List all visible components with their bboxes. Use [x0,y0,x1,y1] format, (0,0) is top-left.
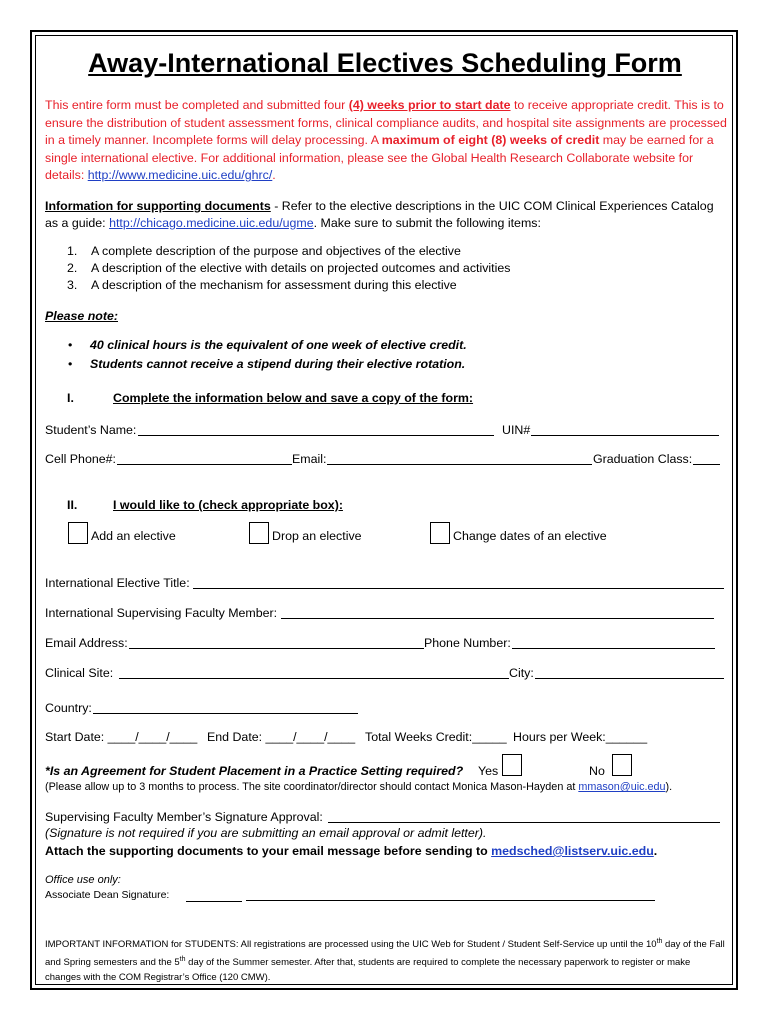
email-label: Email: [292,452,327,466]
associate-dean-label: Associate Dean Signature: [45,889,170,901]
city-label: City: [509,666,534,680]
graduation-class-label: Graduation Class: [593,452,693,466]
country-label: Country: [45,701,92,715]
office-use-label: Office use only: [45,874,121,886]
phone-number-field[interactable] [512,635,715,649]
elective-title-label: International Elective Title: [45,576,190,590]
form-title: Away-International Electives Scheduling Form [88,48,682,78]
total-weeks-field[interactable]: Total Weeks Credit:_____ [365,730,507,744]
please-note-heading: Please note: [45,309,118,323]
section-1-number: I. [67,391,74,405]
signature-note: (Signature is not required if you are submitting an email approval or admit letter). [45,826,487,840]
section-1-heading: Complete the information below and save a copy of the form: [113,391,474,405]
cell-phone-field[interactable] [117,451,292,465]
phone-number-label: Phone Number: [424,636,511,650]
hours-per-week-field[interactable]: Hours per Week:______ [513,730,648,744]
associate-dean-signature-field[interactable] [246,887,655,901]
student-name-label: Student’s Name: [45,423,137,437]
email-address-field[interactable] [129,635,424,649]
student-name-field[interactable] [138,422,494,436]
agreement-yes-label: Yes [478,764,499,778]
end-date-field[interactable]: End Date: ____/____/____ [207,730,356,744]
email-address-label: Email Address: [45,636,128,650]
catalog-link[interactable]: http://chicago.medicine.uic.edu/ugme [109,215,314,230]
section-2-number: II. [67,498,78,512]
drop-elective-checkbox[interactable] [249,522,269,544]
agreement-yes-checkbox[interactable] [502,754,522,776]
change-dates-checkbox[interactable] [430,522,450,544]
agreement-no-label: No [589,764,605,778]
list-item: 2. A description of the elective with details on projected outcomes and activities [67,261,511,275]
agreement-question: *Is an Agreement for Student Placement in a Practice Setting required? [45,764,464,778]
note-bullet-2: Students cannot receive a stipend during their elective rotation. [90,357,466,371]
city-field[interactable] [535,665,724,679]
add-elective-label: Add an elective [91,529,176,543]
change-dates-label: Change dates of an elective [453,529,607,543]
faculty-signature-field[interactable] [328,809,720,823]
email-field[interactable] [327,451,592,465]
graduation-class-field[interactable] [693,451,720,465]
section-2-heading: I would like to (check appropriate box): [113,498,343,512]
add-elective-checkbox[interactable] [68,522,88,544]
cell-phone-label: Cell Phone#: [45,452,116,466]
important-information: IMPORTANT INFORMATION for STUDENTS: All registrations are processed using the UIC Web for Student / Student Self-Service up until the 10th day of the Fall and Spring semesters and the 5th day of the Summer semester. After that, students are required to complete the necessary paperwork to register or make changes with the COM Registrar’s Office (120 CMW). [45,938,725,984]
bullet-icon: • [68,357,73,371]
uin-field[interactable] [531,422,719,436]
attach-instruction: Attach the supporting documents to your email message before sending to medsched@listserv.uic.edu. [45,844,658,858]
ghrc-link[interactable]: http://www.medicine.uic.edu/ghrc/ [87,168,273,182]
mmason-email-link[interactable]: mmason@uic.edu [578,781,666,793]
drop-elective-label: Drop an elective [272,529,362,543]
elective-title-field[interactable] [193,575,724,589]
agreement-note: (Please allow up to 3 months to process. The site coordinator/director should contact Monica Mason-Hayden at mmason@uic.edu). [45,781,673,793]
intro-paragraph: This entire form must be completed and submitted four (4) weeks prior to start date to receive appropriate credit. This is to ensure the distribution of student assessment forms, clinical compliance audits, and hospital site assignments are processed in a timely manner. Incomplete forms will delay processing. A maximum of eight (8) weeks of credit may be earned for a single international elective. For additional information, please see the Global Health Research Collaborate website for details: http://www.medicine.uic.edu/ghrc/. [45,98,727,182]
supporting-docs-paragraph: Information for supporting documents - Refer to the elective descriptions in the UIC COM Clinical Experiences Catalog as a guide: http://chicago.medicine.uic.edu/ugme. Make sure to submit the following items: [45,199,714,230]
note-bullet-1: 40 clinical hours is the equivalent of one week of elective credit. [90,338,467,352]
supervising-faculty-label: International Supervising Faculty Member: [45,606,278,620]
medsched-email-link[interactable]: medsched@listserv.uic.edu [491,844,654,858]
faculty-signature-label: Supervising Faculty Member’s Signature Approval: [45,810,323,824]
supervising-faculty-field[interactable] [281,605,714,619]
clinical-site-label: Clinical Site: [45,666,114,680]
start-date-field[interactable]: Start Date: ____/____/____ [45,730,198,744]
list-item: 1. A complete description of the purpose and objectives of the elective [67,244,461,258]
country-field[interactable] [93,700,358,714]
uin-label: UIN# [502,423,531,437]
agreement-no-checkbox[interactable] [612,754,632,776]
clinical-site-field[interactable] [119,665,509,679]
associate-dean-short-line [186,888,242,902]
bullet-icon: • [68,338,73,352]
list-item: 3. A description of the mechanism for assessment during this elective [67,278,457,292]
